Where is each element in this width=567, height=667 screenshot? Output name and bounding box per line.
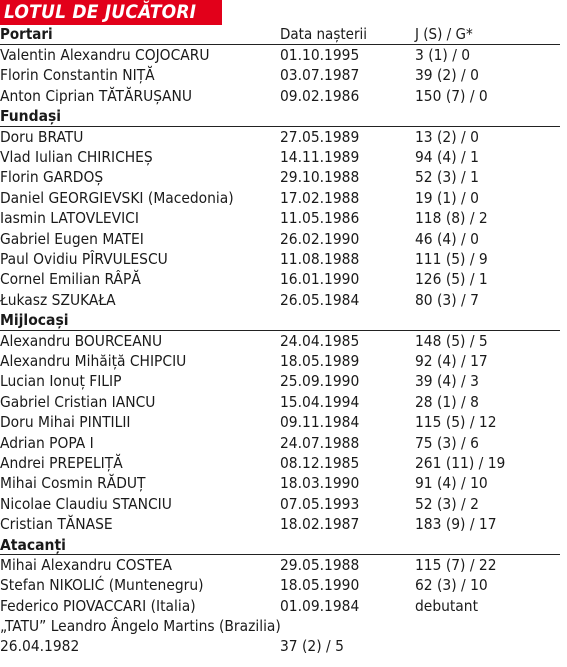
table-row (0, 65, 567, 85)
player-stats: 111 (5) / 9 (415, 250, 488, 268)
player-stats: 183 (9) / 17 (415, 515, 497, 534)
player-birth: 26.04.1982 (0, 637, 80, 656)
player-birth: 24.04.1985 (280, 331, 360, 350)
table-row (0, 269, 567, 289)
player-birth: 18.03.1990 (280, 474, 360, 493)
player-name: Andrei PREPELIȚĂ (0, 454, 123, 472)
table-row (0, 494, 567, 514)
table-row (0, 473, 567, 493)
player-stats: 52 (3) / 2 (415, 494, 479, 513)
table-row (0, 331, 567, 351)
player-stats: 94 (4) / 1 (415, 148, 479, 166)
player-stats: 75 (3) / 6 (415, 433, 479, 452)
player-name: Mihai Alexandru COSTEA (0, 556, 173, 574)
section-header-portari: Portari (0, 25, 53, 43)
player-birth: 08.12.1985 (280, 454, 360, 472)
player-name: Florin Constantin NIȚĂ (0, 66, 155, 85)
player-stats: 126 (5) / 1 (415, 270, 488, 289)
player-name: Federico PIOVACCARI (Italia) (0, 596, 196, 615)
player-stats: 150 (7) / 0 (415, 86, 488, 105)
player-name: Vlad Iulian CHIRICHEȘ (0, 148, 153, 166)
player-birth: 15.04.1994 (280, 392, 360, 411)
player-birth: 27.05.1989 (280, 127, 360, 146)
player-stats: 62 (3) / 10 (415, 576, 488, 595)
player-birth: 11.05.1986 (280, 209, 360, 228)
player-name: Alexandru Mihăiță CHIPCIU (0, 352, 187, 370)
player-birth: 16.01.1990 (280, 270, 360, 289)
section-header: Mijlocași (0, 311, 69, 330)
player-stats: 46 (4) / 0 (415, 229, 479, 248)
player-name: Stefan NIKOLIĆ (Muntenegru) (0, 576, 204, 595)
player-stats: 115 (5) / 12 (415, 413, 497, 432)
player-stats: 19 (1) / 0 (415, 188, 479, 207)
player-name: Valentin Alexandru COJOCARU (0, 46, 210, 64)
table-row (0, 290, 567, 310)
table-row (0, 351, 567, 371)
player-name: Cornel Emilian RÂPĂ (0, 270, 141, 289)
column-header-stats: J (S) / G* (415, 25, 473, 43)
player-name: Mihai Cosmin RĂDUȚ (0, 474, 146, 493)
player-name: Iasmin LATOVLEVICI (0, 209, 139, 228)
player-name: Adrian POPA I (0, 433, 94, 452)
player-birth: 24.07.1988 (280, 433, 360, 452)
player-birth: 09.02.1986 (280, 86, 360, 105)
table-row (0, 596, 567, 616)
player-birth: 26.02.1990 (280, 229, 360, 248)
player-birth: 09.11.1984 (280, 413, 360, 432)
player-stats: 148 (5) / 5 (415, 331, 488, 350)
player-stats: 39 (2) / 0 (415, 66, 479, 85)
player-birth: 07.05.1993 (280, 494, 360, 513)
player-birth: 18.02.1987 (280, 515, 360, 534)
player-name: Cristian TĂNASE (0, 515, 113, 534)
player-name: Łukasz SZUKAŁA (0, 290, 116, 309)
table-row (0, 147, 567, 167)
table-row (0, 86, 567, 106)
player-name: „TATU” Leandro Ângelo Martins (Brazilia) (0, 617, 281, 636)
player-stats: 92 (4) / 17 (415, 352, 488, 370)
section-header: Atacanți (0, 535, 66, 554)
player-stats: 80 (3) / 7 (415, 290, 479, 309)
player-birth: 17.02.1988 (280, 188, 360, 207)
player-stats: 28 (1) / 8 (415, 392, 479, 411)
player-stats: 91 (4) / 10 (415, 474, 488, 493)
player-stats: 118 (8) / 2 (415, 209, 488, 228)
table-row (0, 575, 567, 595)
player-birth: 18.05.1990 (280, 576, 360, 595)
table-row (0, 392, 567, 412)
player-birth: 01.10.1995 (280, 46, 360, 64)
player-name: Anton Ciprian TĂTĂRUȘANU (0, 86, 192, 105)
player-birth: 14.11.1989 (280, 148, 360, 166)
player-name: Alexandru BOURCEANU (0, 331, 163, 350)
table-row (0, 249, 567, 269)
player-name: Doru Mihai PINTILII (0, 413, 131, 432)
table-row (0, 453, 567, 473)
player-name: Gabriel Eugen MATEI (0, 229, 144, 248)
player-name: Paul Ovidiu PÎRVULESCU (0, 250, 168, 268)
column-header-birth: Data nașterii (280, 25, 367, 43)
player-stats: 39 (4) / 3 (415, 372, 479, 391)
player-name: Gabriel Cristian IANCU (0, 392, 156, 411)
table-row (0, 371, 567, 391)
player-birth: 25.09.1990 (280, 372, 360, 391)
player-birth: 26.05.1984 (280, 290, 360, 309)
table-row (0, 514, 567, 534)
player-stats: 261 (11) / 19 (415, 454, 506, 472)
player-birth: 29.05.1988 (280, 556, 360, 574)
player-stats: 13 (2) / 0 (415, 127, 479, 146)
player-stats: 37 (2) / 5 (280, 637, 344, 656)
table-row (0, 412, 567, 432)
player-birth: 18.05.1989 (280, 352, 360, 370)
player-name: Florin GARDOȘ (0, 168, 104, 187)
player-name: Lucian Ionuț FILIP (0, 372, 122, 391)
section-header: Fundași (0, 107, 62, 126)
table-title: LOTUL DE JUCĂTORI (0, 0, 222, 25)
player-birth: 03.07.1987 (280, 66, 360, 85)
table-row (0, 555, 567, 575)
player-birth: 11.08.1988 (280, 250, 360, 268)
table-row (0, 188, 567, 208)
player-name: Doru BRATU (0, 127, 84, 146)
player-name: Nicolae Claudiu STANCIU (0, 494, 172, 513)
table-row (0, 433, 567, 453)
table-row (0, 127, 567, 147)
table-row (0, 229, 567, 249)
table-row (0, 208, 567, 228)
table-row (0, 45, 567, 65)
player-stats: debutant (415, 596, 478, 615)
player-stats: 115 (7) / 22 (415, 556, 497, 574)
player-stats: 3 (1) / 0 (415, 46, 471, 64)
player-birth: 01.09.1984 (280, 596, 360, 615)
player-birth: 29.10.1988 (280, 168, 360, 187)
player-stats: 52 (3) / 1 (415, 168, 479, 187)
player-name: Daniel GEORGIEVSKI (Macedonia) (0, 188, 234, 207)
table-row (0, 167, 567, 187)
